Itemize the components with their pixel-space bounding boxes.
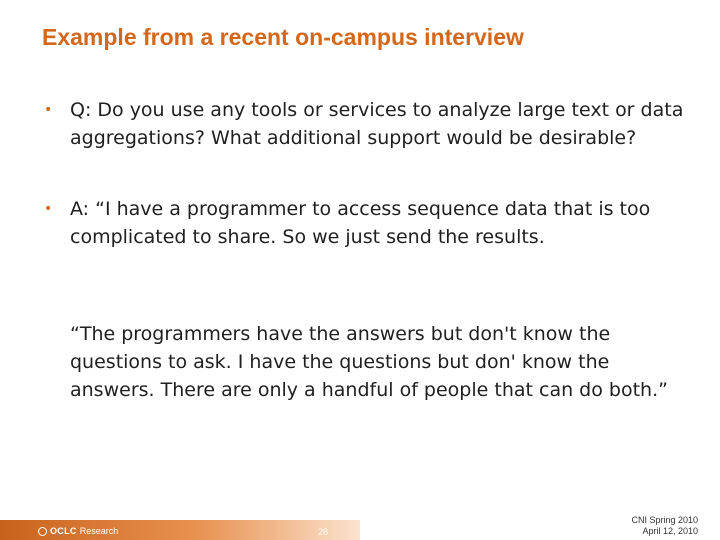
event-name: CNI Spring 2010 xyxy=(631,515,698,525)
bullet-marker-icon: • xyxy=(44,201,53,217)
logo-suffix: Research xyxy=(79,526,119,536)
answer-text: A: “I have a programmer to access sequence data that is too complicated to share. So we just send the results. xyxy=(70,198,651,248)
question-text: Q: Do you use any tools or services to analyze large text or data aggregations? What additional support would be desirable? xyxy=(70,99,684,149)
oclc-globe-icon xyxy=(38,527,47,536)
oclc-research-logo xyxy=(38,526,118,536)
bullet-list xyxy=(44,96,694,251)
logo-text: OCLC xyxy=(50,526,77,536)
bullet-answer xyxy=(44,195,694,251)
event-date: April 12, 2010 xyxy=(642,526,698,536)
slide-title: Example from a recent on-campus interview xyxy=(42,24,524,50)
footer-event-info xyxy=(631,515,698,537)
page-number: 28 xyxy=(318,527,329,537)
bullet-marker-icon: • xyxy=(44,102,53,118)
bullet-question xyxy=(44,96,694,152)
quote-paragraph: “The programmers have the answers but don't know the questions to ask. I have the questions but don' know the answers. There are only a handful of people that can do both.” xyxy=(70,323,668,401)
